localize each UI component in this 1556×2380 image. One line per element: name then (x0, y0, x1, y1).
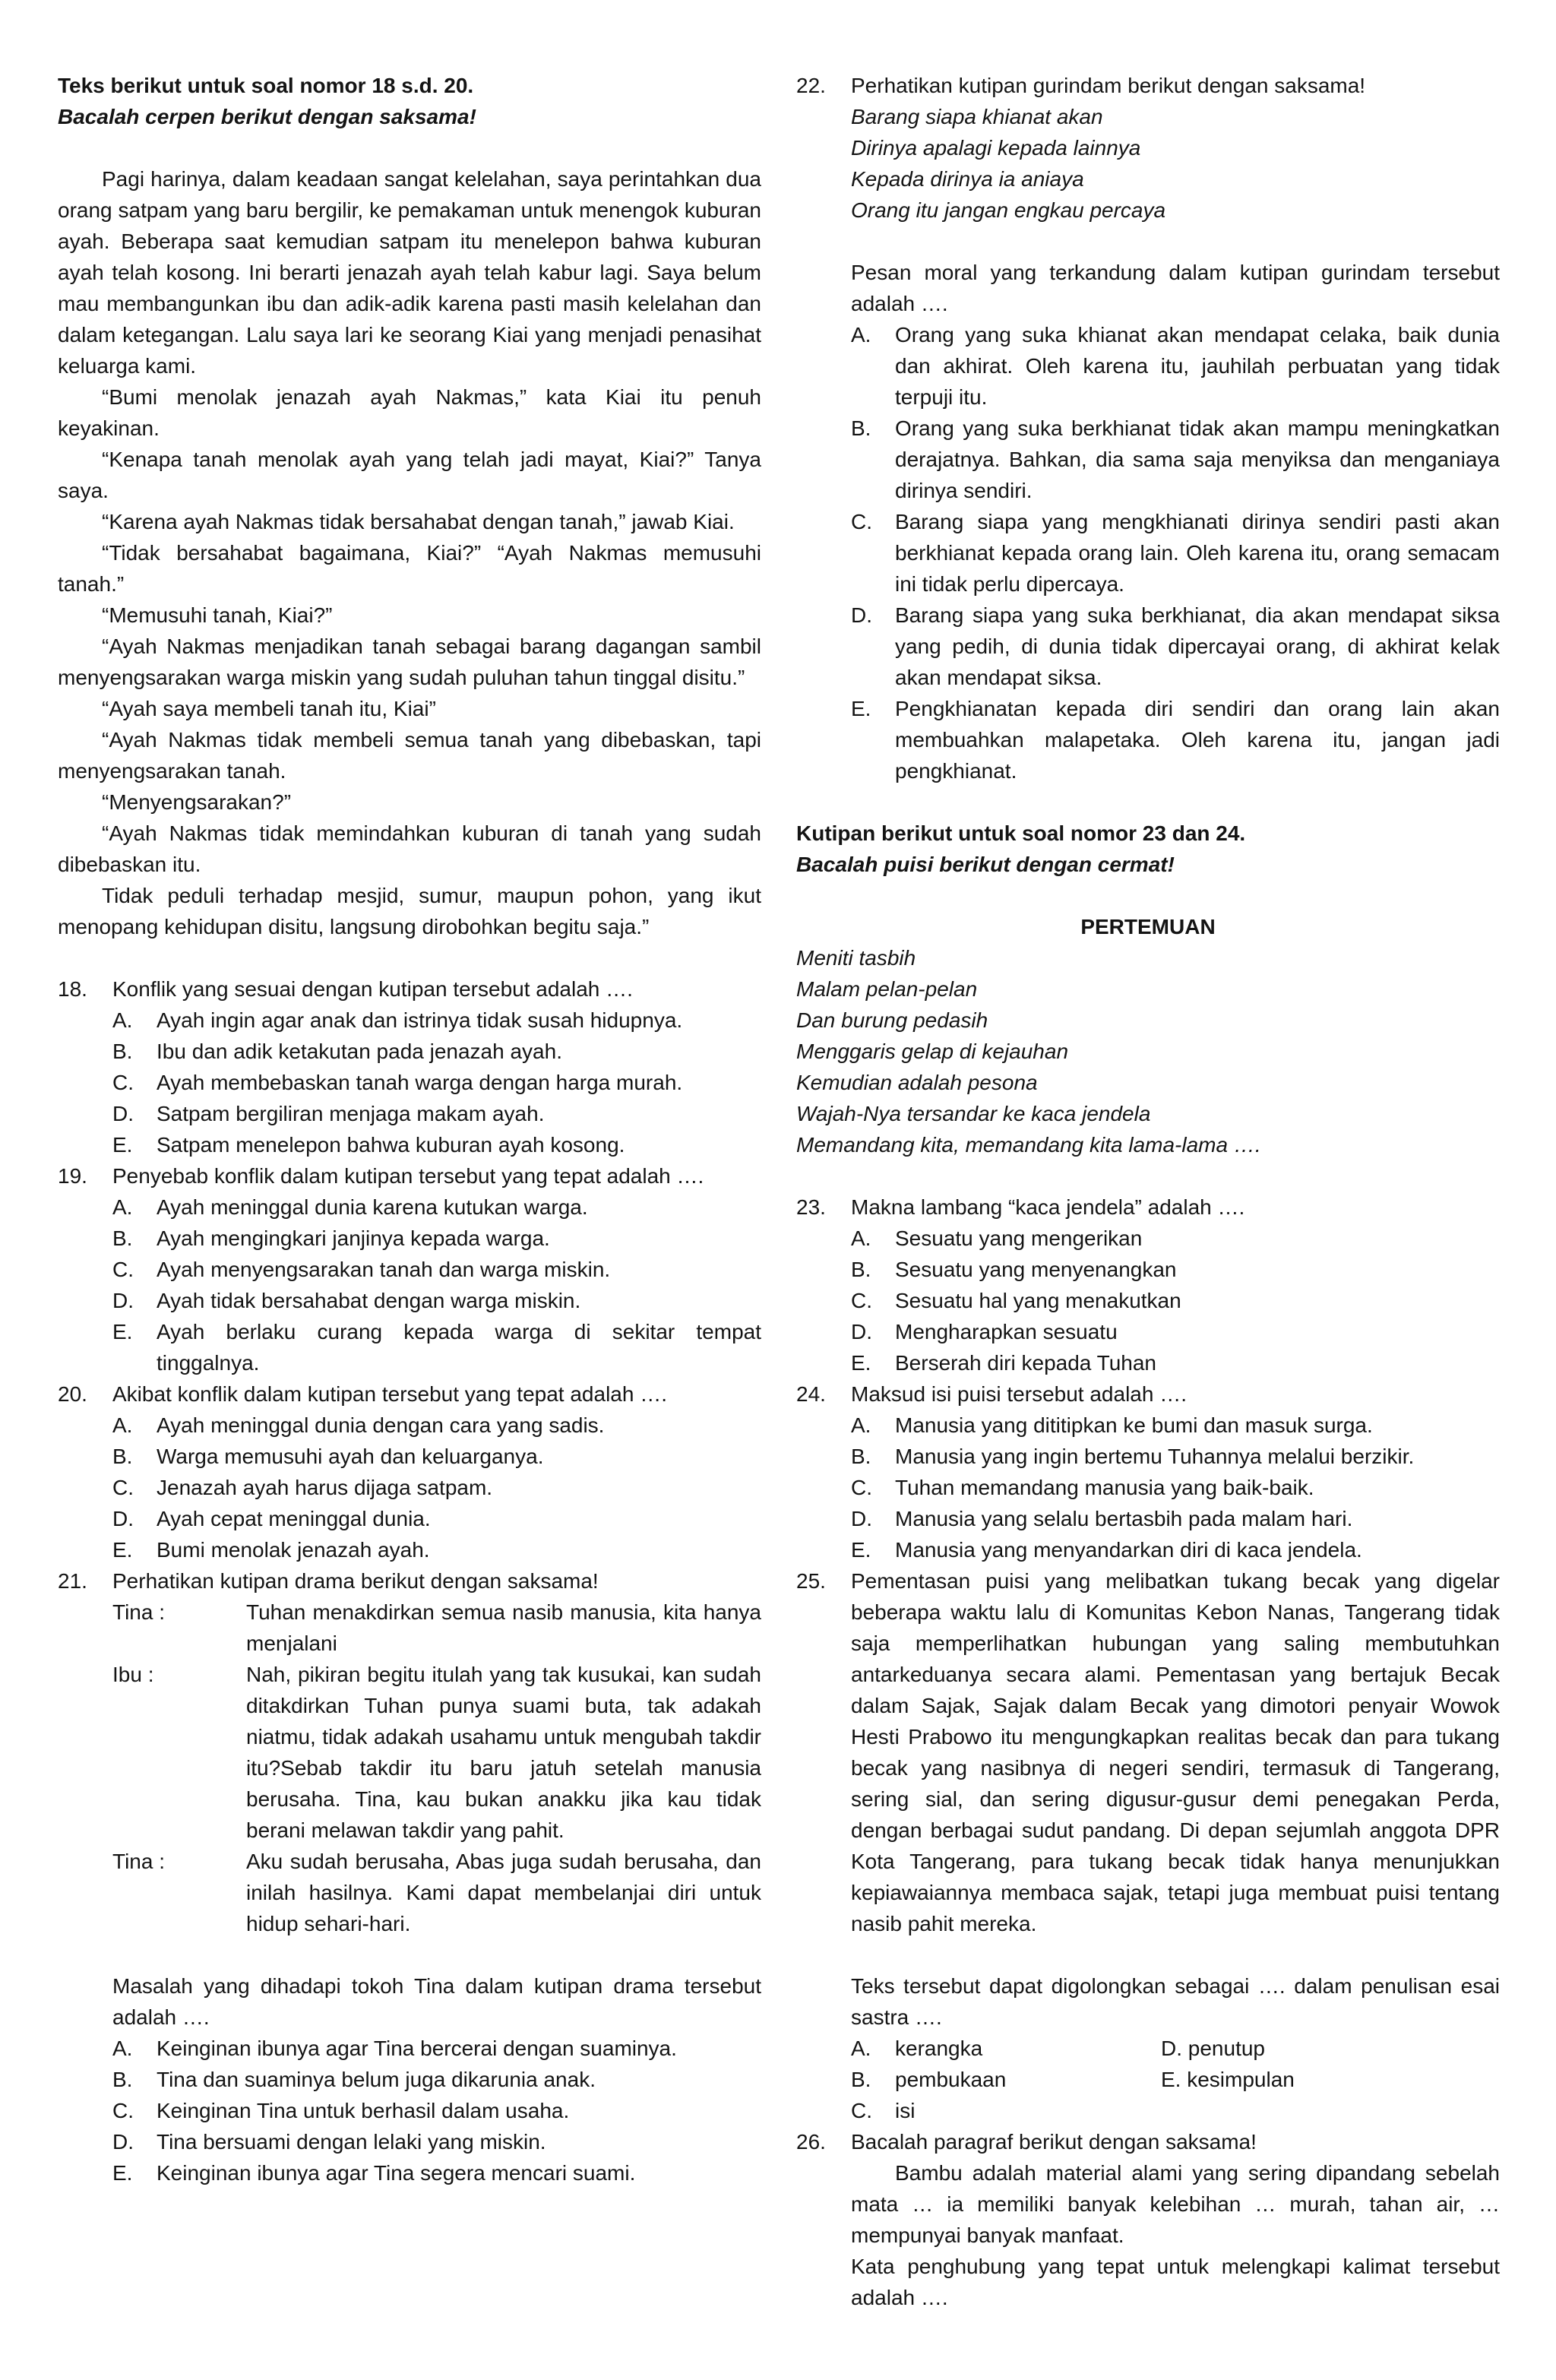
question-paragraph: Bambu adalah material alami yang sering dipandang sebelah mata … ia memiliki banyak kelebihan … murah, tahan air, … mempunyai banyak manfaat. (851, 2161, 1500, 2247)
question-text: Perhatikan kutipan gurindam berikut dengan saksama! (851, 74, 1366, 97)
question-text: Pementasan puisi yang melibatkan tukang becak yang digelar beberapa waktu lalu di Komunitas Kebon Nanas, Tangerang tidak saja memperlihatkan hubungan yang saling membutuhkan antarkeduanya secara alami. Pementasan yang bertajuk Becak dalam Sajak, Sajak dalam Becak yang dimotori penyair Wowok Hesti Prabowo itu mengungkapkan realitas becak dan para tukang becak yang nasibnya di negeri sendiri, termasuk di Tangerang, sering sial, dan sering digusur-gusur demi penegakan Perda, dengan berbagai sudut pandang. Di depan sejumlah anggota DPR Kota Tangerang, para tukang becak tidak hanya menunjukkan kepiawaiannya membaca sajak, tetapi juga membuat puisi tentang nasib pahit mereka. (851, 1569, 1500, 1935)
dialog-line: Tina : Aku sudah berusaha, Abas juga sudah berusaha, dan inilah hasilnya. Kami dapat membelanjai diri untuk hidup sehari-hari. (58, 1846, 761, 1939)
option-b[interactable]: B. Warga memusuhi ayah dan keluarganya. (112, 1445, 544, 1468)
poem-line: Kemudian adalah pesona (796, 1071, 1038, 1094)
speaker: Tina : (112, 1600, 165, 1624)
section-heading: Teks berikut untuk soal nomor 18 s.d. 20. (58, 74, 474, 97)
question-number: 21. (58, 1569, 87, 1593)
section-instruction: Bacalah cerpen berikut dengan saksama! (58, 105, 476, 128)
option-a[interactable]: A. Orang yang suka khianat akan mendapat celaka, baik dunia dan akhirat. Oleh karena itu, jauhilah perbuatan yang tidak terpuji itu. (851, 323, 1500, 409)
question-23 (796, 1192, 1500, 1378)
option-b[interactable]: B. Ayah mengingkari janjinya kepada warga. (112, 1226, 550, 1250)
option-a[interactable]: A. Sesuatu yang mengerikan (851, 1226, 1143, 1250)
question-text: Perhatikan kutipan drama berikut dengan saksama! (112, 1569, 599, 1593)
right-column (796, 70, 1500, 2313)
question-text: Maksud isi puisi tersebut adalah …. (851, 1382, 1187, 1406)
option-c[interactable]: C. isi (851, 2099, 916, 2122)
question-text: Konflik yang sesuai dengan kutipan tersebut adalah …. (112, 977, 633, 1001)
option-c[interactable]: C. Sesuatu hal yang menakutkan (851, 1289, 1181, 1312)
section-instruction: Bacalah puisi berikut dengan cermat! (796, 853, 1175, 876)
option-b[interactable]: B. pembukaan (851, 2068, 1007, 2091)
speaker: Tina : (112, 1850, 165, 1873)
option-d[interactable]: D. Ayah cepat meninggal dunia. (112, 1507, 431, 1530)
option-c[interactable]: C. Jenazah ayah harus dijaga satpam. (112, 1476, 493, 1499)
question-21 (58, 1565, 761, 2189)
option-d[interactable]: D. Ayah tidak bersahabat dengan warga miskin. (112, 1289, 581, 1312)
option-d[interactable]: D. Tina bersuami dengan lelaki yang miskin. (112, 2130, 546, 2154)
option-c[interactable]: C. Tuhan memandang manusia yang baik-baik. (851, 1476, 1314, 1499)
story-paragraph: “Ayah Nakmas tidak memindahkan kuburan di tanah yang sudah dibebaskan itu. (58, 821, 761, 876)
story-paragraph: “Ayah Nakmas tidak membeli semua tanah yang dibebaskan, tapi menyengsarakan tanah. (58, 728, 761, 783)
option-e[interactable]: E. Manusia yang menyandarkan diri di kaca jendela. (851, 1538, 1362, 1562)
verse-line: Orang itu jangan engkau percaya (851, 198, 1166, 222)
question-18 (58, 973, 761, 1160)
dialog-line: Tina : Tuhan menakdirkan semua nasib manusia, kita hanya menjalani (58, 1597, 761, 1659)
gurindam-verse (796, 101, 1500, 226)
poem-line: Malam pelan-pelan (796, 977, 978, 1001)
option-a[interactable]: A. kerangka (851, 2037, 983, 2060)
question-prompt: Masalah yang dihadapi tokoh Tina dalam kutipan drama tersebut adalah …. (112, 1974, 761, 2029)
question-text: Penyebab konflik dalam kutipan tersebut yang tepat adalah …. (112, 1164, 704, 1188)
option-a[interactable]: A. Ayah ingin agar anak dan istrinya tidak susah hidupnya. (112, 1008, 683, 1032)
poem-line: Memandang kita, memandang kita lama-lama …. (796, 1133, 1261, 1157)
story-paragraph: “Ayah Nakmas menjadikan tanah sebagai barang dagangan sambil menyengsarakan warga miskin yang sudah puluhan tahun tinggal disitu.” (58, 635, 761, 689)
option-c[interactable]: C. Keinginan Tina untuk berhasil dalam usaha. (112, 2099, 570, 2122)
poem-line: Wajah-Nya tersandar ke kaca jendela (796, 1102, 1151, 1125)
question-number: 20. (58, 1382, 87, 1406)
left-column (58, 70, 761, 2189)
option-e[interactable]: E. Pengkhianatan kepada diri sendiri dan orang lain akan membuahkan malapetaka. Oleh karena itu, jangan jadi pengkhianat. (851, 697, 1500, 783)
option-d[interactable]: D. Barang siapa yang suka berkhianat, dia akan mendapat siksa yang pedih, di dunia tidak dipercayai orang, di akhirat kelak akan mendapat siksa. (851, 603, 1500, 689)
question-number: 19. (58, 1164, 87, 1188)
story-paragraph: “Kenapa tanah menolak ayah yang telah jadi mayat, Kiai?” Tanya saya. (58, 448, 761, 502)
option-c[interactable]: C. Ayah menyengsarakan tanah dan warga miskin. (112, 1258, 611, 1281)
verse-line: Kepada dirinya ia aniaya (851, 167, 1084, 191)
story-paragraph: “Menyengsarakan?” (102, 790, 292, 814)
section-heading: Kutipan berikut untuk soal nomor 23 dan 24. (796, 821, 1246, 845)
poem-title: PERTEMUAN (1080, 915, 1216, 938)
speaker: Ibu : (112, 1663, 154, 1686)
drama-dialog (58, 1597, 761, 1939)
question-text: Makna lambang “kaca jendela” adalah …. (851, 1195, 1245, 1219)
story-paragraph: “Bumi menolak jenazah ayah Nakmas,” kata Kiai itu penuh keyakinan. (58, 385, 761, 440)
poem (796, 942, 1500, 1160)
option-b[interactable]: B. Ibu dan adik ketakutan pada jenazah ayah. (112, 1040, 562, 1063)
story-paragraph: “Memusuhi tanah, Kiai?” (102, 603, 333, 627)
option-a[interactable]: A. Ayah meninggal dunia karena kutukan warga. (112, 1195, 588, 1219)
question-25 (796, 1565, 1500, 2126)
poem-line: Menggaris gelap di kejauhan (796, 1040, 1069, 1063)
question-26 (796, 2126, 1500, 2313)
question-number: 26. (796, 2130, 826, 2154)
option-a[interactable]: A. Keinginan ibunya agar Tina bercerai dengan suaminya. (112, 2037, 677, 2060)
story-paragraph: Tidak peduli terhadap mesjid, sumur, maupun pohon, yang ikut menopang kehidupan disitu, langsung dirobohkan begitu saja.” (58, 884, 761, 938)
option-b[interactable]: B. Tina dan suaminya belum juga dikarunia anak. (112, 2068, 596, 2091)
dialog-line: Ibu : Nah, pikiran begitu itulah yang tak kusukai, kan sudah ditakdirkan Tuhan punya suami buta, tak adakah niatmu, tidak adakah usahamu untuk mengubah takdir itu?Sebab takdir itu baru jatuh setelah manusia berusaha. Tina, kau bukan anakku jika kau tidak berani melawan takdir yang pahit. (58, 1659, 761, 1846)
question-number: 18. (58, 977, 87, 1001)
option-e[interactable]: E. kesimpulan (1161, 2068, 1295, 2091)
question-number: 25. (796, 1569, 826, 1593)
option-d[interactable]: D. Manusia yang selalu bertasbih pada malam hari. (851, 1507, 1353, 1530)
option-e[interactable]: E. Satpam menelepon bahwa kuburan ayah kosong. (112, 1133, 625, 1157)
option-e[interactable]: E. Ayah berlaku curang kepada warga di sekitar tempat tinggalnya. (112, 1320, 761, 1375)
option-b[interactable]: B. Orang yang suka berkhianat tidak akan mampu meningkatkan derajatnya. Bahkan, dia sama saja menyiksa dan menganiaya dirinya sendiri. (851, 416, 1500, 502)
question-text: Akibat konflik dalam kutipan tersebut yang tepat adalah …. (112, 1382, 667, 1406)
option-e[interactable]: E. Bumi menolak jenazah ayah. (112, 1538, 430, 1562)
option-d[interactable]: D. Satpam bergiliran menjaga makam ayah. (112, 1102, 545, 1125)
story-paragraph: “Ayah saya membeli tanah itu, Kiai” (102, 697, 436, 720)
story-excerpt (58, 163, 761, 942)
option-c[interactable]: C. Ayah membebaskan tanah warga dengan harga murah. (112, 1071, 683, 1094)
story-paragraph: “Karena ayah Nakmas tidak bersahabat dengan tanah,” jawab Kiai. (102, 510, 735, 533)
question-22 (796, 70, 1500, 786)
question-20 (58, 1378, 761, 1565)
option-a[interactable]: A. Manusia yang dititipkan ke bumi dan masuk surga. (851, 1413, 1373, 1437)
question-prompt: Kata penghubung yang tepat untuk melengkapi kalimat tersebut adalah …. (851, 2255, 1500, 2309)
question-number: 23. (796, 1195, 826, 1219)
verse-line: Barang siapa khianat akan (851, 105, 1103, 128)
question-24 (796, 1378, 1500, 1565)
option-b[interactable]: B. Sesuatu yang menyenangkan (851, 1258, 1177, 1281)
question-prompt: Teks tersebut dapat digolongkan sebagai …. dalam penulisan esai sastra …. (851, 1974, 1500, 2029)
verse-line: Dirinya apalagi kepada lainnya (851, 136, 1141, 160)
story-paragraph: “Tidak bersahabat bagaimana, Kiai?” “Ayah Nakmas memusuhi tanah.” (58, 541, 761, 596)
poem-line: Meniti tasbih (796, 946, 916, 970)
poem-line: Dan burung pedasih (796, 1008, 988, 1032)
option-b[interactable]: B. Manusia yang ingin bertemu Tuhannya melalui berzikir. (851, 1445, 1415, 1468)
question-number: 22. (796, 74, 826, 97)
question-19 (58, 1160, 761, 1378)
option-d[interactable]: D. Mengharapkan sesuatu (851, 1320, 1118, 1343)
question-prompt: Pesan moral yang terkandung dalam kutipan gurindam tersebut adalah …. (851, 261, 1500, 315)
question-text: Bacalah paragraf berikut dengan saksama! (851, 2130, 1257, 2154)
option-d[interactable]: D. penutup (1161, 2037, 1265, 2060)
story-paragraph: Pagi harinya, dalam keadaan sangat kelelahan, saya perintahkan dua orang satpam yang baru bergilir, ke pemakaman untuk menengok kuburan ayah. Beberapa saat kemudian satpam itu menelepon bahwa kuburan ayah telah kosong. Ini berarti jenazah ayah telah kabur lagi. Saya belum mau membangunkan ibu dan adik-adik karena pasti masih kelelahan dan dalam ketegangan. Lalu saya lari ke seorang Kiai yang menjadi penasihat keluarga kami. (58, 167, 761, 378)
option-e[interactable]: E. Berserah diri kepada Tuhan (851, 1351, 1156, 1375)
question-number: 24. (796, 1382, 826, 1406)
option-c[interactable]: C. Barang siapa yang mengkhianati dirinya sendiri pasti akan berkhianat kepada orang lain. Oleh karena itu, orang semacam ini tidak perlu dipercaya. (851, 510, 1500, 596)
option-a[interactable]: A. Ayah meninggal dunia dengan cara yang sadis. (112, 1413, 605, 1437)
option-e[interactable]: E. Keinginan ibunya agar Tina segera mencari suami. (112, 2161, 636, 2185)
